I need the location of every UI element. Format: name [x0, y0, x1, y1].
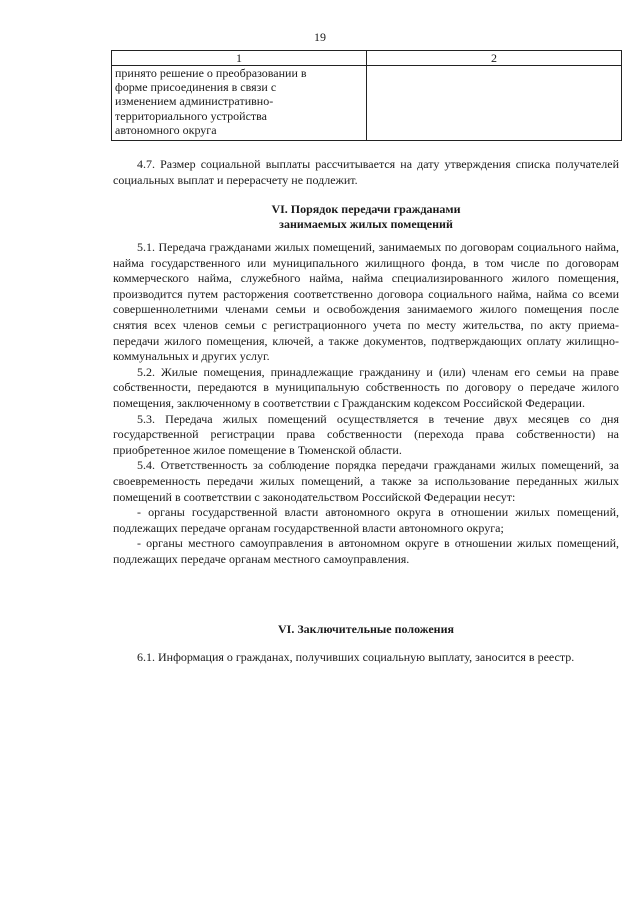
paragraph-6-1: 6.1. Информация о гражданах, получивших социальную выплату, заносится в реестр.: [137, 650, 575, 664]
table-row: [112, 66, 622, 141]
section-5-body: [113, 240, 619, 567]
table-header-col-2: 2: [367, 51, 622, 66]
continuation-table: [111, 50, 622, 141]
table-header-col-1: 1: [112, 51, 367, 66]
paragraph-5-4: 5.4. Ответственность за соблюдение порядка передачи гражданами жилых помещений, за своевременность передачи жилых помещений, а также за использование переданных жилых помещений в соответствии с законодательством Российской Федерации несут:: [113, 458, 619, 504]
paragraph-5-1: 5.1. Передача гражданами жилых помещений, занимаемых по договорам социального найма, найма государственного или муниципального жилищного фонда, в том числе по договорам коммерческого найма, служебного найма, найма специализированного жилого помещения, производится путем расторжения соответственно договора социального найма, найма со всеми совершеннолетними членами семьи и освобождения занимаемого жилого помещения после снятия всех членов семьи с регистрационного учета по месту жительства, по акту приема-передачи жилого помещения, ключей, а также документов, подтверждающих оплату жилищно-коммунальных и других услуг.: [113, 240, 619, 364]
section-5-heading: VI. Порядок передачи гражданами занимаемых жилых помещений: [271, 202, 461, 231]
page-number: 19: [314, 30, 326, 44]
paragraph-4-7: 4.7. Размер социальной выплаты рассчитывается на дату утверждения списка получателей социальных выплат и перерасчету не подлежит.: [113, 157, 619, 187]
paragraph-5-3: 5.3. Передача жилых помещений осуществляется в течение двух месяцев со дня государственной регистрации права собственности (перехода права собственности) на приобретенное жилое помещение в Тюменской области.: [113, 411, 619, 457]
section-6-body: [113, 650, 619, 666]
paragraph-4-7-block: [113, 157, 619, 188]
table-cell-value: [367, 66, 622, 141]
table-cell-condition: принято решение о преобразовании в форме присоединения в связи с изменением административно- территориального устройства автономного округа: [112, 66, 367, 141]
paragraph-5-4-item-a: - органы государственной власти автономного округа в отношении жилых помещений, подлежащих передаче органам государственной власти автономного округа;: [113, 505, 619, 535]
paragraph-5-2: 5.2. Жилые помещения, принадлежащие гражданину и (или) членам его семьи на праве собственности, передаются в муниципальную собственность по договору о передаче жилого помещения, заключенному в соответствии с Гражданским кодексом Российской Федерации.: [113, 364, 619, 410]
section-6-heading: VI. Заключительные положения: [278, 622, 454, 636]
table-header-row: [112, 51, 622, 66]
paragraph-5-4-item-b: - органы местного самоуправления в автономном округе в отношении жилых помещений, подлежащих передаче органам местного самоуправления.: [113, 536, 619, 566]
